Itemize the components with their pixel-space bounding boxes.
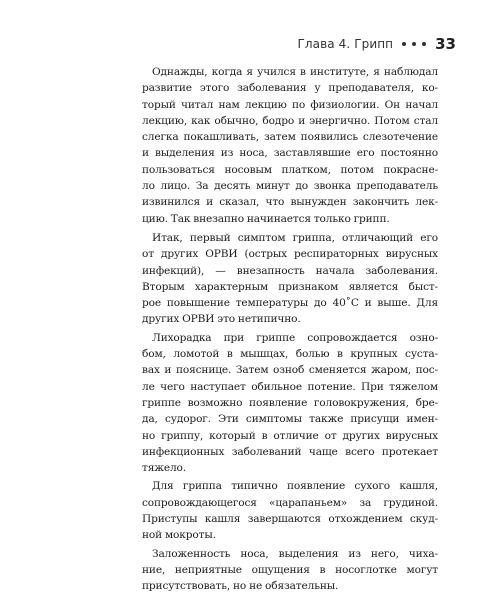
text-line: других ОРВИ это нетипично. xyxy=(142,313,301,326)
text-line: но гриппу, который в отличие от других вирусных xyxy=(142,429,438,442)
text-line: Заложенность носа, выделения из него, чиха- xyxy=(152,547,438,560)
text-line: рое повышение температуры до 40˚С и выше. Для xyxy=(142,297,438,310)
text-line: Итак, первый симптом гриппа, отличающий его xyxy=(152,232,438,244)
chapter-title: Глава 4. Грипп xyxy=(297,37,394,51)
paragraph xyxy=(132,546,438,595)
dot-icon xyxy=(412,42,416,46)
text-line: ле чего наступает обильное потение. При тяжелом xyxy=(142,380,438,393)
running-head xyxy=(150,33,456,55)
page-number: 33 xyxy=(435,35,456,53)
paragraph xyxy=(132,478,438,543)
text-line: ние, неприятные ощущения в носоглотке могут xyxy=(142,563,438,576)
text-line: да, судорог. Эти симптомы также присущи имен- xyxy=(142,413,438,426)
text-line: инфекционных заболеваний чаще всего протекает xyxy=(142,445,438,458)
text-line: Однажды, когда я учился в институте, я наблюдал xyxy=(152,66,438,78)
dot-icon xyxy=(422,42,426,46)
text-line: гриппе возможно появление головокружения, бре- xyxy=(142,396,438,409)
text-line: лекцию, как обычно, бодро и энергично. Потом стал xyxy=(142,114,438,127)
text-block-anecdote xyxy=(132,64,438,229)
text-line: и выделения из носа, заставлявшие его постоянно xyxy=(142,147,438,160)
text-line: Лихорадка при гриппе сопровождается озно- xyxy=(152,331,438,344)
text-line: от других ОРВИ (острых респираторных вирусных xyxy=(142,248,438,261)
paragraph xyxy=(132,330,438,477)
dot-icon xyxy=(402,42,406,46)
text-line: Приступы кашля завершаются отхождением скуд- xyxy=(142,513,438,526)
text-line: Вторым характерным признаком является быст- xyxy=(142,280,438,293)
text-line: развитие этого заболевания у преподавателя, ко- xyxy=(142,82,438,95)
text-line: пользоваться носовым платком, потом покрасне- xyxy=(142,163,438,176)
text-line: ной мокроты. xyxy=(142,529,216,542)
paragraph xyxy=(132,230,438,328)
text-line: ло лицо. За десять минут до звонка преподаватель xyxy=(142,180,438,193)
text-line: вах и пояснице. Затем озноб сменяется жаром, пос- xyxy=(142,364,438,377)
text-block-symptoms xyxy=(132,230,438,597)
text-line: извинился и сказал, что вынужден закончить лек- xyxy=(142,196,438,209)
text-line: сопровождающегося «царапаньем» за грудиной. xyxy=(142,496,438,509)
text-line: тяжело. xyxy=(142,462,186,475)
dot-ornament xyxy=(402,42,426,46)
text-line: торый читал нам лекцию по физиологии. Он начал xyxy=(142,98,438,111)
text-line: присутствовать, но не обязательны. xyxy=(142,580,339,593)
text-line: цию. Так внезапно начинается только грипп. xyxy=(142,212,390,225)
text-line: бом, ломотой в мышцах, болью в крупных суста- xyxy=(142,348,438,361)
text-line: Для гриппа типично появление сухого кашля, xyxy=(152,480,438,493)
text-line: инфекций), — внезапность начала заболевания. xyxy=(142,264,438,277)
text-line: слегка покашливать, затем появились слезотечение xyxy=(142,131,438,144)
paragraph xyxy=(132,64,438,227)
